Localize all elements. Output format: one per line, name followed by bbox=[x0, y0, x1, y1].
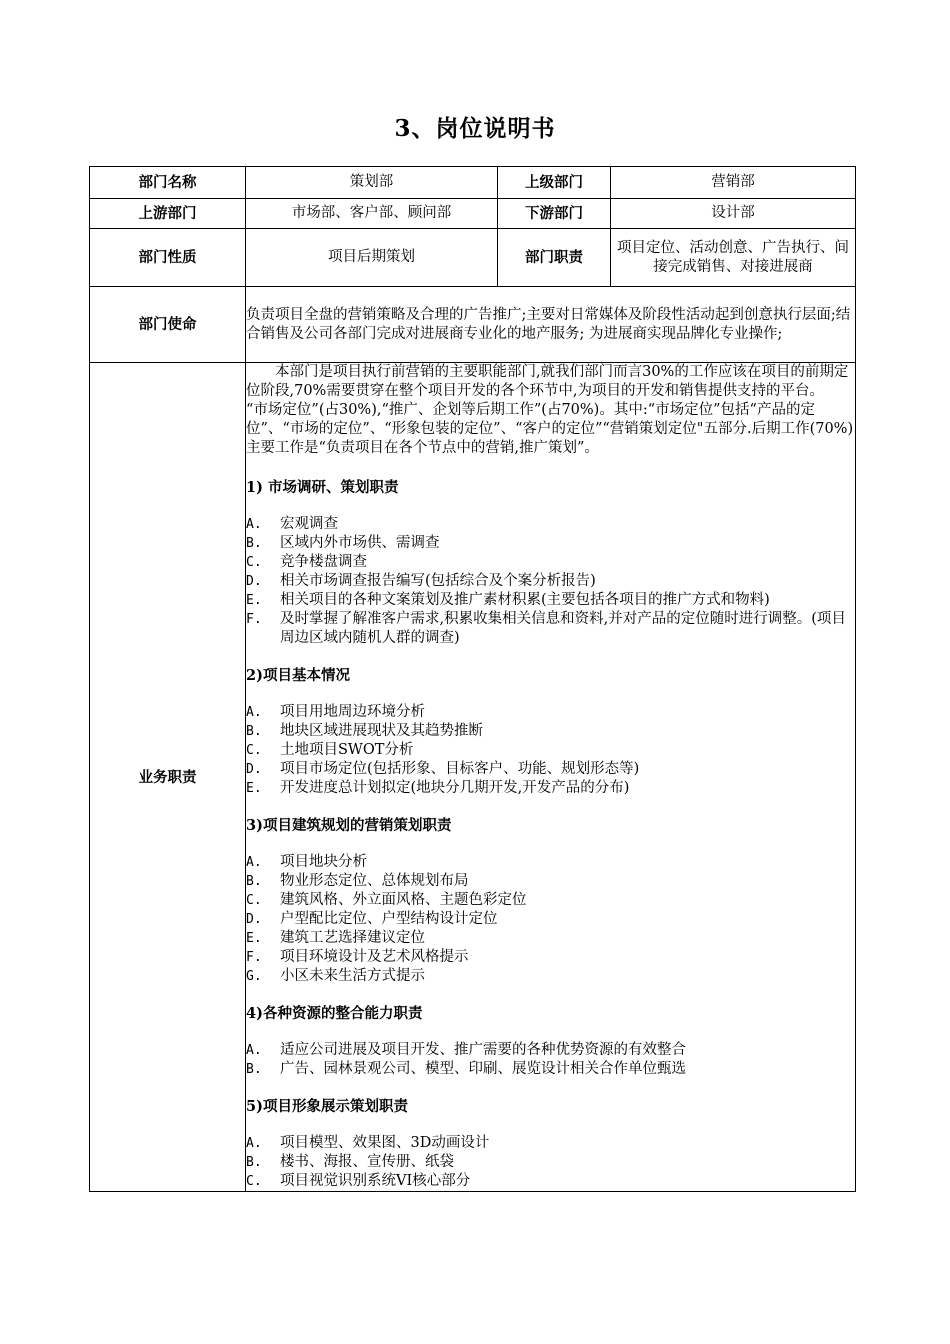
section-heading: 1) 市场调研、策划职责 bbox=[246, 479, 399, 496]
page-title: 3、岗位说明书 bbox=[394, 115, 556, 142]
list-item bbox=[246, 515, 855, 534]
list-item-text: 开发进度总计划拟定(地块分几期开发,开发产品的分布) bbox=[280, 780, 630, 796]
section-heading: 2)项目基本情况 bbox=[246, 667, 350, 684]
list-item-marker: C. bbox=[246, 1174, 262, 1189]
list-item-marker: A. bbox=[246, 855, 262, 870]
section-item-list bbox=[246, 1041, 855, 1079]
list-item bbox=[246, 948, 855, 967]
job-description-table bbox=[89, 166, 856, 1192]
section-heading: 4)各种资源的整合能力职责 bbox=[246, 1005, 423, 1022]
dept-mission-value: 负责项目全盘的营销策略及合理的广告推广;主要对日常媒体及阶段性活动起到创意执行层面;结合销售及公司各部门完成对进展商专业化的地产服务; 为进展商实现品牌化专业操作; bbox=[246, 287, 856, 363]
list-item-marker: D. bbox=[246, 762, 262, 777]
dept-duty-label: 部门职责 bbox=[498, 229, 611, 287]
list-item-marker: D. bbox=[246, 912, 262, 927]
list-item-text: 项目环境设计及艺术风格提示 bbox=[280, 949, 469, 965]
list-item bbox=[246, 591, 855, 610]
dept-name-label: 部门名称 bbox=[90, 167, 246, 199]
list-item bbox=[246, 929, 855, 948]
list-item-marker: A. bbox=[246, 705, 262, 720]
dept-name-value: 策划部 bbox=[246, 167, 498, 199]
list-item bbox=[246, 741, 855, 760]
section-item-list bbox=[246, 703, 855, 798]
list-item bbox=[246, 967, 855, 986]
downstream-dept-value: 设计部 bbox=[611, 199, 856, 229]
list-item-text: 物业形态定位、总体规划布局 bbox=[280, 873, 469, 889]
list-item-text: 项目地块分析 bbox=[280, 854, 367, 870]
list-item bbox=[246, 891, 855, 910]
list-item bbox=[246, 1041, 855, 1060]
list-item-text: 区域内外市场供、需调查 bbox=[280, 535, 440, 551]
list-item-marker: C. bbox=[246, 893, 262, 908]
list-item-marker: E. bbox=[246, 593, 262, 608]
list-item-text: 项目模型、效果图、3D动画设计 bbox=[280, 1135, 490, 1151]
list-item-marker: A. bbox=[246, 517, 262, 532]
list-item-text: 竞争楼盘调查 bbox=[280, 554, 367, 570]
list-item-marker: F. bbox=[246, 950, 262, 965]
section-item-list bbox=[246, 853, 855, 986]
list-item-text: 小区未来生活方式提示 bbox=[280, 968, 425, 984]
duty-sections bbox=[246, 478, 855, 1191]
list-item bbox=[246, 1153, 855, 1172]
downstream-dept-label: 下游部门 bbox=[498, 199, 611, 229]
list-item bbox=[246, 572, 855, 591]
section-heading: 3)项目建筑规划的营销策划职责 bbox=[246, 817, 452, 834]
list-item-marker: D. bbox=[246, 574, 262, 589]
intro-paragraph-2: “市场定位”(占30%),“推广、企划等后期工作”(占70%)。其中:“市场定位”包括“产品的定位”、“市场的定位”、“形象包装的定位”、“客户的定位”“营销策划定位"五部分.后期工作(70%)主要工作是“负责项目在各个节点中的营销,推广策划”。 bbox=[246, 402, 854, 456]
list-item bbox=[246, 722, 855, 741]
list-item-marker: A. bbox=[246, 1043, 262, 1058]
dept-duty-value: 项目定位、活动创意、广告执行、间接完成销售、对接进展商 bbox=[611, 229, 856, 287]
list-item-marker: A. bbox=[246, 1136, 262, 1151]
list-item-marker: B. bbox=[246, 1062, 262, 1077]
list-item bbox=[246, 910, 855, 929]
intro-block bbox=[246, 363, 855, 458]
list-item bbox=[246, 853, 855, 872]
list-item-text: 楼书、海报、宣传册、纸袋 bbox=[280, 1154, 454, 1170]
list-item bbox=[246, 1134, 855, 1153]
section-item-list bbox=[246, 515, 855, 648]
list-item-marker: F. bbox=[246, 612, 262, 627]
list-item-text: 建筑风格、外立面风格、主题色彩定位 bbox=[280, 892, 527, 908]
list-item bbox=[246, 760, 855, 779]
list-item-text: 及时掌握了解准客户需求,积累收集相关信息和资料,并对产品的定位随时进行调整。(项目周边区域内随机人群的调查) bbox=[280, 611, 846, 646]
list-item-marker: B. bbox=[246, 874, 262, 889]
list-item bbox=[246, 703, 855, 722]
row-business bbox=[90, 363, 856, 1192]
list-item-text: 宏观调查 bbox=[280, 516, 338, 532]
row-upstream bbox=[90, 199, 856, 229]
dept-nature-label: 部门性质 bbox=[90, 229, 246, 287]
upstream-dept-value: 市场部、客户部、顾问部 bbox=[246, 199, 498, 229]
list-item-text: 相关市场调查报告编写(包括综合及个案分析报告) bbox=[280, 573, 596, 589]
list-item bbox=[246, 1172, 855, 1191]
list-item bbox=[246, 610, 855, 648]
list-item-marker: E. bbox=[246, 931, 262, 946]
list-item-text: 适应公司进展及项目开发、推广需要的各种优势资源的有效整合 bbox=[280, 1042, 686, 1058]
list-item-marker: B. bbox=[246, 724, 262, 739]
superior-dept-label: 上级部门 bbox=[498, 167, 611, 199]
superior-dept-value: 营销部 bbox=[611, 167, 856, 199]
dept-nature-value: 项目后期策划 bbox=[246, 229, 498, 287]
list-item-marker: C. bbox=[246, 743, 262, 758]
intro-paragraph-1: 本部门是项目执行前营销的主要职能部门,就我们部门而言30%的工作应该在项目的前期定位阶段,70%需要贯穿在整个项目开发的各个环节中,为项目的开发和销售提供支持的平台。 bbox=[246, 364, 849, 399]
list-item-text: 项目视觉识别系统VI核心部分 bbox=[280, 1173, 471, 1189]
list-item bbox=[246, 779, 855, 798]
list-item-text: 项目市场定位(包括形象、目标客户、功能、规划形态等) bbox=[280, 761, 640, 777]
section-item-list bbox=[246, 1134, 855, 1191]
list-item-text: 建筑工艺选择建议定位 bbox=[280, 930, 425, 946]
business-duty-label: 业务职责 bbox=[90, 363, 246, 1192]
list-item-text: 相关项目的各种文案策划及推广素材积累(主要包括各项目的推广方式和物料) bbox=[280, 592, 770, 608]
row-nature bbox=[90, 229, 856, 287]
list-item-marker: G. bbox=[246, 969, 262, 984]
row-dept-name bbox=[90, 167, 856, 199]
business-duty-content bbox=[246, 363, 856, 1192]
list-item-text: 土地项目SWOT分析 bbox=[280, 742, 414, 758]
section-heading: 5)项目形象展示策划职责 bbox=[246, 1098, 408, 1115]
row-mission bbox=[90, 287, 856, 363]
list-item-marker: E. bbox=[246, 781, 262, 796]
list-item bbox=[246, 1060, 855, 1079]
list-item-marker: C. bbox=[246, 555, 262, 570]
list-item-text: 户型配比定位、户型结构设计定位 bbox=[280, 911, 498, 927]
list-item-text: 项目用地周边环境分析 bbox=[280, 704, 425, 720]
list-item-marker: B. bbox=[246, 536, 262, 551]
upstream-dept-label: 上游部门 bbox=[90, 199, 246, 229]
list-item bbox=[246, 872, 855, 891]
list-item-marker: B. bbox=[246, 1155, 262, 1170]
list-item bbox=[246, 534, 855, 553]
list-item-text: 广告、园林景观公司、模型、印刷、展览设计相关合作单位甄选 bbox=[280, 1061, 686, 1077]
dept-mission-label: 部门使命 bbox=[90, 287, 246, 363]
list-item bbox=[246, 553, 855, 572]
list-item-text: 地块区域进展现状及其趋势推断 bbox=[280, 723, 483, 739]
